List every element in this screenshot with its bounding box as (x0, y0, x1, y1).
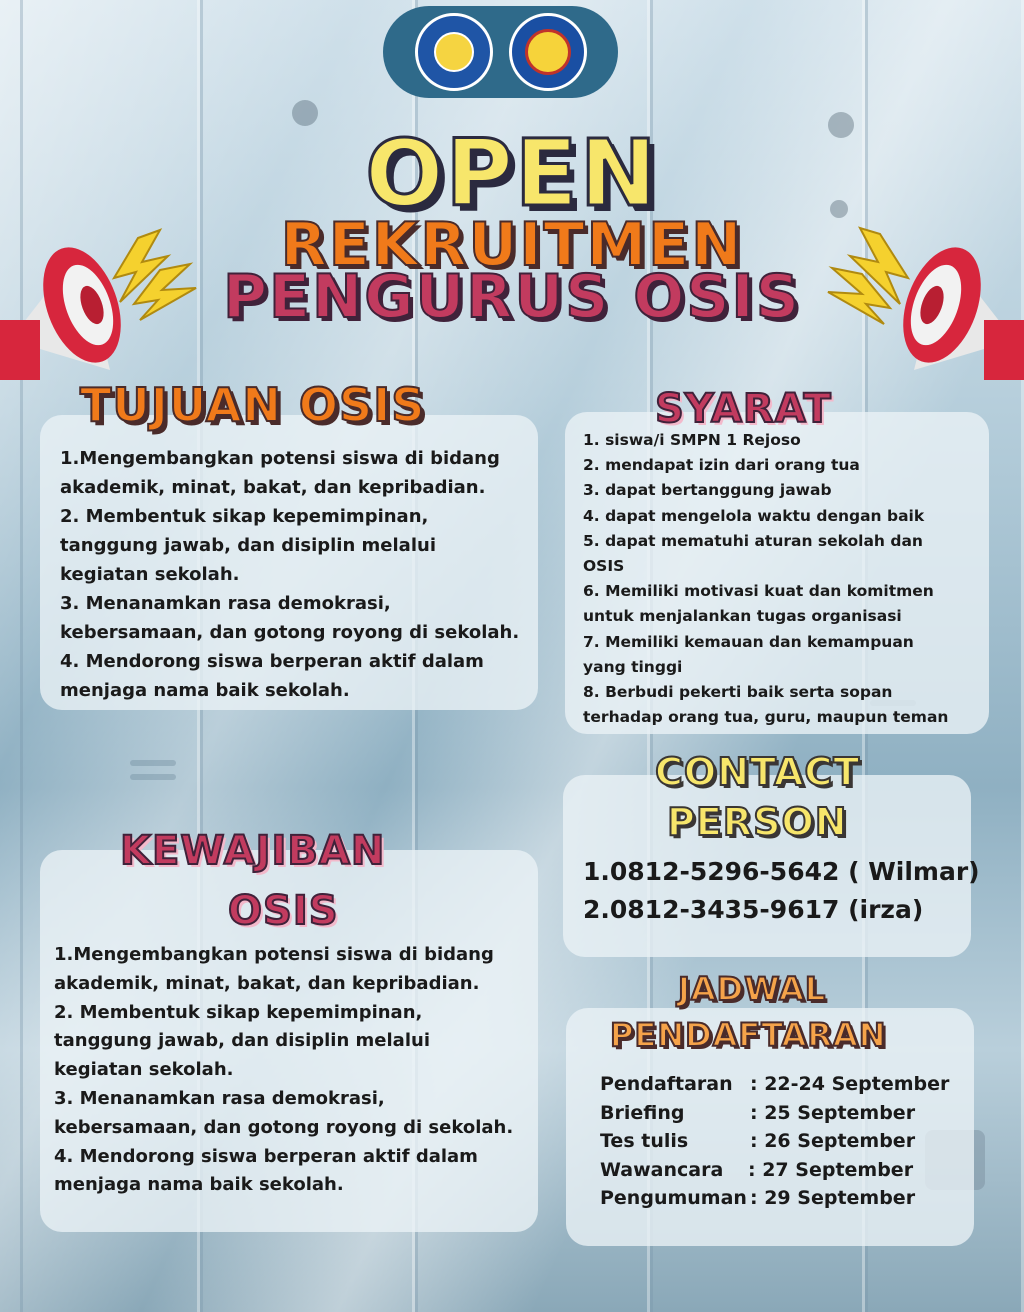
kewajiban-line: 4. Mendorong siswa berperan aktif dalam (54, 1145, 478, 1167)
kewajiban-heading-line1: KEWAJIBAN (120, 828, 386, 874)
kewajiban-list (54, 941, 513, 1200)
jadwal-date: : 25 September (750, 1101, 916, 1124)
jadwal-label: Tes tulis (600, 1130, 689, 1152)
tujuan-line: 2. Membentuk sikap kepemimpinan, (60, 506, 429, 527)
jadwal-label: Wawancara (600, 1158, 724, 1181)
jadwal-date: : 22-24 September (750, 1073, 950, 1095)
jadwal-label: Briefing (600, 1101, 685, 1124)
kewajiban-line: 1.Mengembangkan potensi siswa di bidang (54, 944, 494, 965)
jadwal-heading-line2: PENDAFTARAN (610, 1016, 887, 1054)
tujuan-line: 4. Mendorong siswa berperan aktif dalam (60, 651, 484, 672)
title-open: OPEN (365, 120, 659, 227)
osis-emblem-icon (509, 13, 587, 91)
syarat-line: untuk menjalankan tugas organisasi (583, 607, 902, 626)
syarat-line: 2. mendapat izin dari orang tua (583, 456, 860, 475)
jadwal-date: : 27 September (748, 1158, 914, 1181)
syarat-line: OSIS (583, 557, 625, 576)
syarat-line: 5. dapat mematuhi aturan sekolah dan (583, 531, 923, 550)
title-pengurus-osis: PENGURUS OSIS (223, 262, 801, 332)
contact-heading-line2: PERSON (667, 800, 848, 844)
jadwal-row (600, 1184, 949, 1213)
tujuan-line: akademik, minat, bakat, dan kepribadian. (60, 477, 486, 498)
jadwal-row (600, 1070, 949, 1099)
kewajiban-line: tanggung jawab, dan disiplin melalui (54, 1030, 430, 1052)
tujuan-line: kegiatan sekolah. (60, 564, 240, 585)
tujuan-heading: TUJUAN OSIS (80, 378, 426, 432)
kewajiban-line: 3. Menanamkan rasa demokrasi, (54, 1087, 385, 1109)
tujuan-line: tanggung jawab, dan disiplin melalui (60, 535, 436, 556)
tujuan-line: 1.Mengembangkan potensi siswa di bidang (60, 448, 500, 469)
kewajiban-line: kebersamaan, dan gotong royong di sekolah. (54, 1116, 514, 1138)
contact-phone: 1.0812-5296-5642 ( Wilmar) (583, 857, 980, 886)
syarat-heading: SYARAT (655, 386, 832, 432)
logo-bar (383, 6, 618, 98)
locker-vent (130, 760, 176, 766)
syarat-line: 7. Memiliki kemauan dan kemampuan (583, 632, 914, 651)
syarat-line: 3. dapat bertanggung jawab (583, 481, 832, 500)
kewajiban-line: akademik, minat, bakat, dan kepribadian. (54, 972, 480, 994)
kewajiban-line: menjaga nama baik sekolah. (54, 1174, 344, 1196)
jadwal-label: Pendaftaran (600, 1073, 733, 1095)
syarat-line: 1. siswa/i SMPN 1 Rejoso (583, 431, 801, 449)
tujuan-line: 3. Menanamkan rasa demokrasi, (60, 593, 391, 614)
syarat-list (583, 428, 948, 730)
kewajiban-line: 2. Membentuk sikap kepemimpinan, (54, 1001, 423, 1023)
jadwal-row (600, 1156, 949, 1185)
jadwal-row (600, 1127, 949, 1156)
locker-vent (130, 774, 176, 780)
contact-list (583, 853, 980, 929)
kewajiban-line: kegiatan sekolah. (54, 1059, 234, 1081)
syarat-line: 4. dapat mengelola waktu dengan baik (583, 506, 925, 525)
jadwal-heading-line1: JADWAL (678, 970, 827, 1008)
tujuan-list (60, 444, 519, 705)
kewajiban-heading-line2: OSIS (228, 888, 339, 934)
syarat-line: 8. Berbudi pekerti baik serta sopan (583, 683, 893, 702)
jadwal-label: Pengumuman (600, 1187, 747, 1209)
syarat-line: yang tinggi (583, 657, 683, 676)
jadwal-date: : 29 September (750, 1187, 916, 1209)
tujuan-line: menjaga nama baik sekolah. (60, 680, 350, 701)
jadwal-date: : 26 September (750, 1130, 916, 1152)
school-emblem-icon (415, 13, 493, 91)
jadwal-row (600, 1099, 949, 1128)
tujuan-line: kebersamaan, dan gotong royong di sekolah. (60, 622, 520, 643)
contact-phone: 2.0812-3435-9617 (irza) (583, 895, 924, 924)
jadwal-table (600, 1070, 949, 1213)
contact-heading-line1: CONTACT (655, 750, 861, 794)
syarat-line: terhadap orang tua, guru, maupun teman (583, 708, 949, 727)
syarat-line: 6. Memiliki motivasi kuat dan komitmen (583, 582, 934, 601)
title-rekruitmen: REKRUITMEN (280, 210, 744, 280)
